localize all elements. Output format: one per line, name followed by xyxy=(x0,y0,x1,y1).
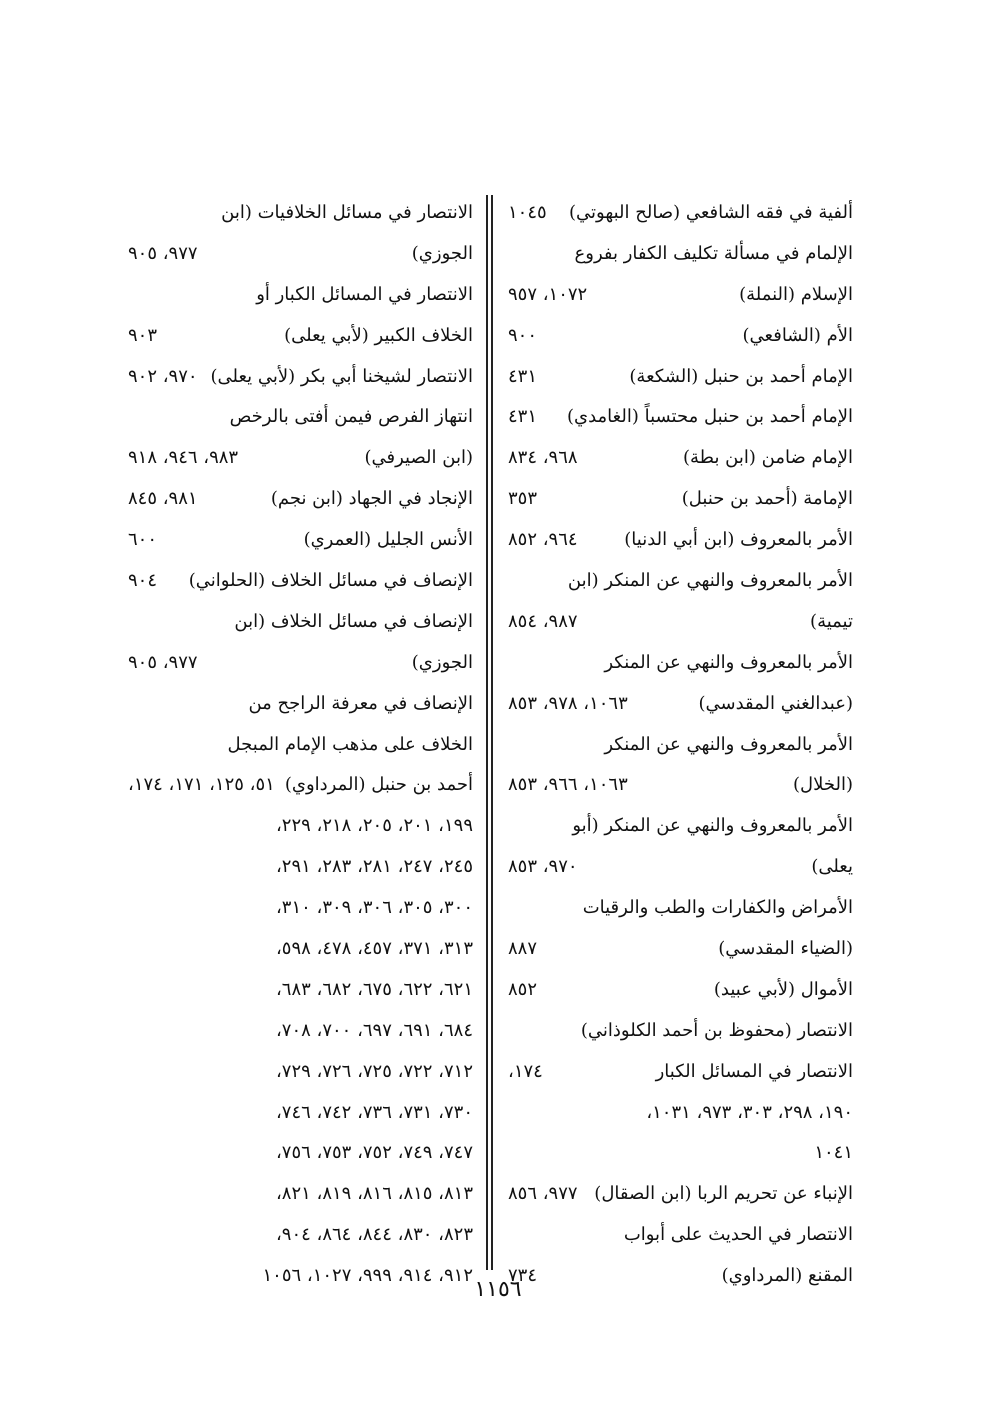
entry-pages: ١٧٤، xyxy=(508,1060,543,1082)
index-entry xyxy=(508,520,853,561)
index-entry xyxy=(508,806,853,847)
index-entry xyxy=(128,1052,473,1093)
entry-title: الأم (الشافعي) xyxy=(742,324,853,346)
entry-title: الإنجاد في الجهاد (ابن نجم) xyxy=(270,488,473,510)
index-entry xyxy=(508,561,853,602)
entry-title: (ابن الصيرفي) xyxy=(364,447,473,469)
index-entry xyxy=(128,520,473,561)
entry-pages: ٨١٣، ٨١٥، ٨١٦، ٨١٩، ٨٢١، xyxy=(275,1183,473,1205)
entry-title: الخلاف على مذهب الإمام المبجل xyxy=(227,733,473,755)
entry-title: انتهاز الفرص فيمن أفتى بالرخص xyxy=(229,406,473,428)
entry-title: (عبدالغني المقدسي) xyxy=(698,692,853,714)
entry-pages: ٥١، ١٢٥، ١٧١، ١٧٤، xyxy=(128,774,275,796)
entry-pages: ٣١٣، ٣٧١، ٤٥٧، ٤٧٨، ٥٩٨، xyxy=(275,938,473,960)
entry-pages: ٩١٢، ٩١٤، ٩٩٩، ١٠٢٧، ١٠٥٦ xyxy=(262,1265,473,1287)
entry-title: أحمد بن حنبل (المرداوي) xyxy=(284,774,473,796)
entry-pages: ١٠٤١ xyxy=(814,1142,853,1164)
index-entry xyxy=(508,357,853,398)
index-entry xyxy=(128,193,473,234)
entry-pages: ٩٦٨، ٨٣٤ xyxy=(508,447,578,469)
index-entry xyxy=(508,643,853,684)
entry-title: الإمام ضامن (ابن بطة) xyxy=(683,447,853,469)
entry-pages: ٢٤٥، ٢٤٧، ٢٨١، ٢٨٣، ٢٩١، xyxy=(275,856,473,878)
index-entry xyxy=(128,1093,473,1134)
index-entry xyxy=(128,234,473,275)
index-entry xyxy=(508,1133,853,1174)
entry-pages: ١٠٧٢، ٩٥٧ xyxy=(508,283,588,305)
index-entry xyxy=(128,1011,473,1052)
index-entry xyxy=(508,970,853,1011)
entry-title: الانتصار في الحديث على أبواب xyxy=(623,1224,853,1246)
entry-pages: ٩٨٣، ٩٤٦، ٩١٨ xyxy=(128,447,239,469)
entry-pages: ٩٧٧، ٩٠٥ xyxy=(128,651,198,673)
entry-pages: ٩٨٧، ٨٥٤ xyxy=(508,610,578,632)
index-entry xyxy=(508,234,853,275)
entry-title: الأمر بالمعروف والنهي عن المنكر (ابن xyxy=(567,570,853,592)
entry-pages: ١٠٤٥ xyxy=(508,202,547,223)
entry-pages: ٧٣٤ xyxy=(508,1265,538,1287)
entry-pages: ٨٨٧ xyxy=(508,938,538,960)
index-entry xyxy=(508,438,853,479)
index-entry xyxy=(128,275,473,316)
entry-title: الإنصاف في مسائل الخلاف (ابن xyxy=(234,610,473,632)
index-entry xyxy=(508,602,853,643)
index-entry xyxy=(128,970,473,1011)
entry-pages: ٩٧٧، ٨٥٦ xyxy=(508,1183,578,1205)
index-entry xyxy=(128,397,473,438)
page-number: ١١٥٦ xyxy=(474,1277,522,1302)
entry-pages: ٩٠٤ xyxy=(128,570,158,592)
index-entry xyxy=(128,643,473,684)
entry-title: (الخلال) xyxy=(793,774,853,796)
entry-title: الإلمام في مسألة تكليف الكفار بفروع xyxy=(574,242,853,264)
index-entry xyxy=(128,684,473,725)
index-entry xyxy=(128,847,473,888)
entry-pages: ١٩٠، ٢٩٨، ٣٠٣، ٩٧٣، ١٠٣١، xyxy=(646,1101,853,1123)
index-entry xyxy=(128,602,473,643)
index-entry xyxy=(508,684,853,725)
entry-title: الانتصار في المسائل الكبار xyxy=(655,1060,853,1082)
entry-title: (الضياء المقدسي) xyxy=(718,938,853,960)
index-entry xyxy=(508,725,853,766)
index-entry xyxy=(508,1052,853,1093)
entry-pages: ٣٥٣ xyxy=(508,488,538,510)
entry-title: الخلاف الكبير (لأبي يعلى) xyxy=(284,324,473,346)
index-entry xyxy=(508,397,853,438)
entry-title: الأمر بالمعروف والنهي عن المنكر xyxy=(604,651,853,673)
entry-title: الجوزي) xyxy=(411,242,473,264)
entry-pages: ٧٣٠، ٧٣١، ٧٣٦، ٧٤٢، ٧٤٦، xyxy=(275,1101,473,1123)
entry-pages: ٦٢١، ٦٢٢، ٦٧٥، ٦٨٢، ٦٨٣، xyxy=(275,978,473,1000)
entry-pages: ٣٠٠، ٣٠٥، ٣٠٦، ٣٠٩، ٣١٠، xyxy=(275,897,473,919)
entry-title: الأمر بالمعروف والنهي عن المنكر xyxy=(604,733,853,755)
entry-pages: ٩٧٠، ٨٥٣ xyxy=(508,856,578,878)
entry-title: الإنصاف في مسائل الخلاف (الحلواني) xyxy=(188,570,473,592)
entry-pages: ٨٢٣، ٨٣٠، ٨٤٤، ٨٦٤، ٩٠٤، xyxy=(275,1224,473,1246)
entry-title: الإمامة (أحمد بن حنبل) xyxy=(681,488,853,510)
entry-title: الأمر بالمعروف والنهي عن المنكر (أبو xyxy=(572,815,853,837)
entry-pages: ٩٠٠ xyxy=(508,324,538,346)
entry-pages: ٤٣١ xyxy=(508,365,538,387)
entry-title: تيمية) xyxy=(810,610,853,632)
index-entry xyxy=(508,765,853,806)
column-divider-line xyxy=(486,195,488,1270)
index-entry xyxy=(128,438,473,479)
entry-title: الأنس الجليل (العمري) xyxy=(303,529,473,551)
index-entry xyxy=(128,888,473,929)
index-entry xyxy=(128,1215,473,1256)
index-entry xyxy=(128,806,473,847)
entry-pages: ٩٠٣ xyxy=(128,324,158,346)
index-entry xyxy=(508,888,853,929)
entry-pages: ٩٧٠، ٩٠٢ xyxy=(128,365,198,387)
index-entry xyxy=(128,357,473,398)
entry-pages: ٩٦٤، ٨٥٢ xyxy=(508,529,578,551)
entry-title: الانتصار في مسائل الخلافيات (ابن xyxy=(221,202,473,223)
index-entry xyxy=(508,929,853,970)
index-entry xyxy=(508,1011,853,1052)
index-entry xyxy=(128,561,473,602)
entry-title: الإنباء عن تحريم الربا (ابن الصقال) xyxy=(594,1183,853,1205)
column-divider-line xyxy=(491,195,493,1270)
index-entry xyxy=(128,929,473,970)
entry-title: الانتصار (محفوظ بن أحمد الكلوذاني) xyxy=(580,1019,853,1041)
entry-title: الجوزي) xyxy=(411,651,473,673)
entry-pages: ١٠٦٣، ٩٦٦، ٨٥٣ xyxy=(508,774,628,796)
index-entry xyxy=(508,1174,853,1215)
entry-title: يعلى) xyxy=(811,856,853,878)
entry-title: ألفية في فقه الشافعي (صالح البهوتي) xyxy=(568,202,853,223)
entry-pages: ٧٤٧، ٧٤٩، ٧٥٢، ٧٥٣، ٧٥٦، xyxy=(275,1142,473,1164)
entry-pages: ٩٨١، ٨٤٥ xyxy=(128,488,198,510)
index-entry xyxy=(508,316,853,357)
entry-title: الأمر بالمعروف (ابن أبي الدنيا) xyxy=(624,529,853,551)
index-entry xyxy=(128,479,473,520)
entry-pages: ٨٥٢ xyxy=(508,978,538,1000)
index-entry xyxy=(128,1133,473,1174)
entry-pages: ١٠٦٣، ٩٧٨، ٨٥٣ xyxy=(508,692,628,714)
entry-title: الإسلام (النملة) xyxy=(739,283,853,305)
entry-title: الانتصار لشيخنا أبي بكر (لأبي يعلى) xyxy=(210,365,473,387)
entry-pages: ٩٧٧، ٩٠٥ xyxy=(128,242,198,264)
entry-title: المقنع (المرداوي) xyxy=(721,1265,853,1287)
entry-title: الإمام أحمد بن حنبل محتسباً (الغامدي) xyxy=(566,406,853,428)
entry-title: الإمام أحمد بن حنبل (الشكعة) xyxy=(629,365,853,387)
entry-pages: ١٩٩، ٢٠١، ٢٠٥، ٢١٨، ٢٢٩، xyxy=(275,815,473,837)
entry-title: الإنصاف في معرفة الراجح من xyxy=(248,692,473,714)
entry-title: الانتصار في المسائل الكبار أو xyxy=(256,283,473,305)
index-entry xyxy=(508,479,853,520)
entry-pages: ٦٨٤، ٦٩١، ٦٩٧، ٧٠٠، ٧٠٨، xyxy=(275,1019,473,1041)
index-entry xyxy=(508,1215,853,1256)
index-entry xyxy=(128,316,473,357)
entry-pages: ٧١٢، ٧٢٢، ٧٢٥، ٧٢٦، ٧٢٩، xyxy=(275,1060,473,1082)
index-entry xyxy=(128,765,473,806)
entry-title: الأمراض والكفارات والطب والرقيات xyxy=(582,897,853,919)
entry-pages: ٤٣١ xyxy=(508,406,538,428)
entry-pages: ٦٠٠ xyxy=(128,529,158,551)
index-entry xyxy=(508,193,853,234)
index-entry xyxy=(508,1093,853,1134)
index-entry xyxy=(508,275,853,316)
index-entry xyxy=(128,1174,473,1215)
index-column-left xyxy=(128,193,473,1297)
index-column-right xyxy=(508,193,853,1297)
index-entry xyxy=(508,847,853,888)
entry-title: الأموال (لأبي عبيد) xyxy=(713,978,853,1000)
index-entry xyxy=(128,725,473,766)
